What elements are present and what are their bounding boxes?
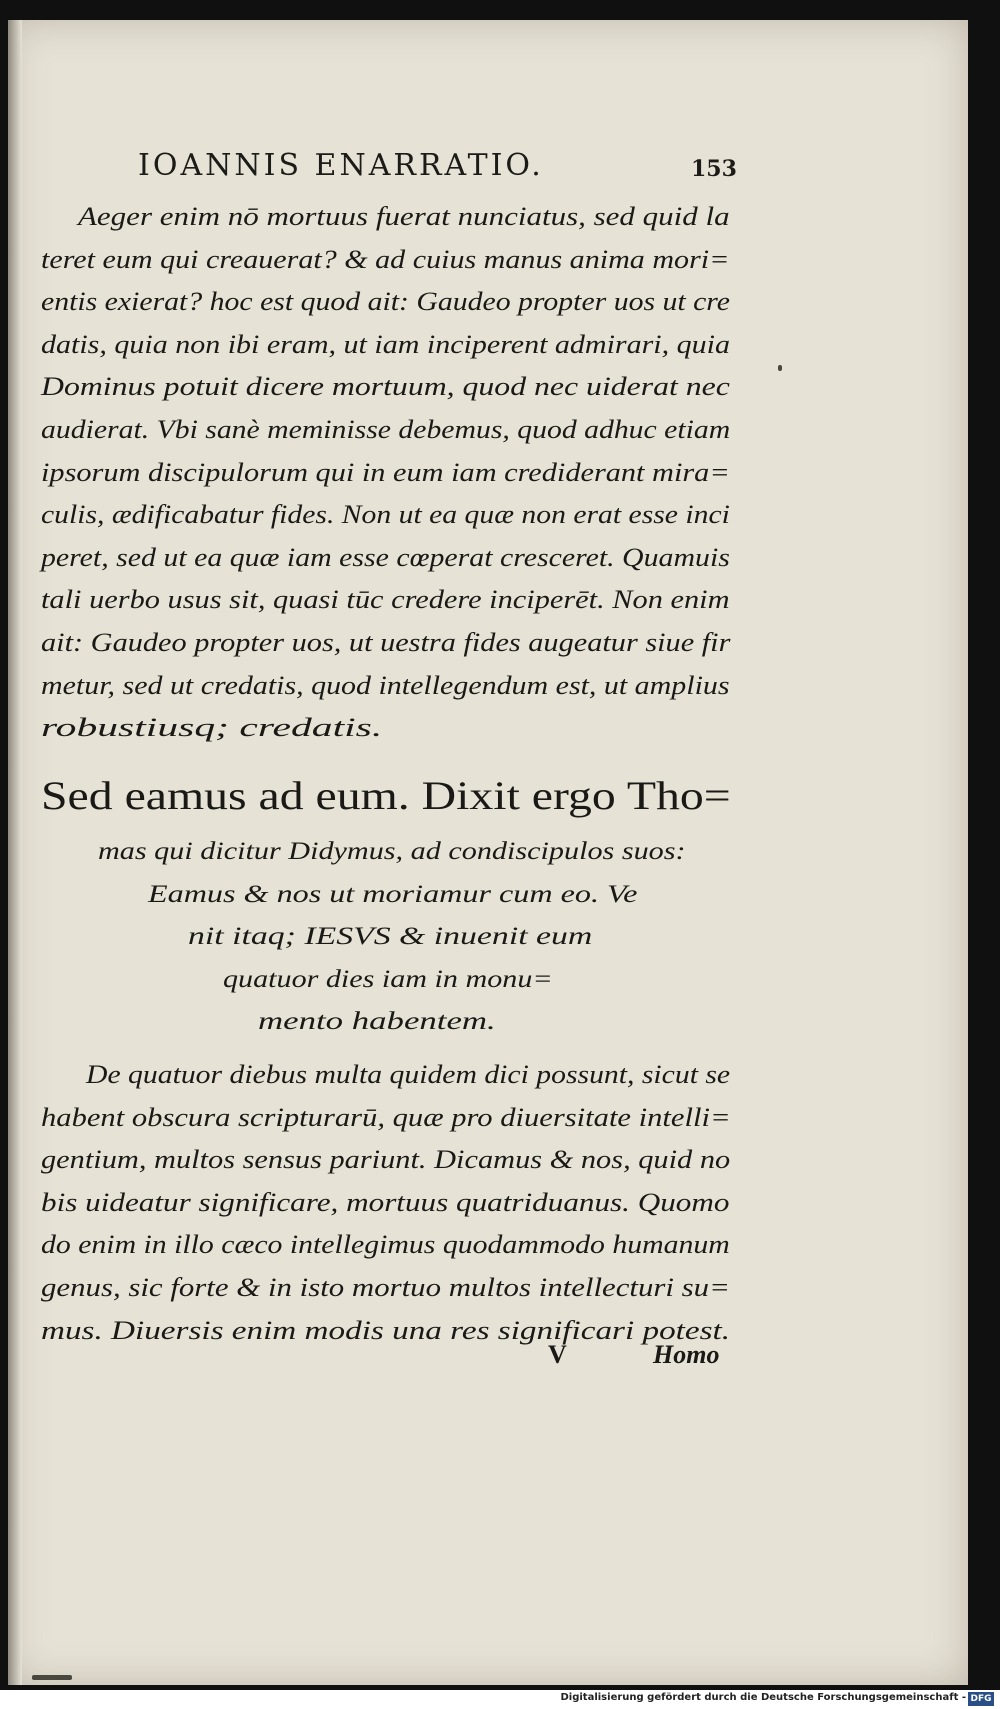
commentary-line: De quatuor diebus multa quidem dici possunt, sicut se bbox=[86, 1060, 731, 1089]
catchword: Homo bbox=[653, 1340, 720, 1369]
signature-mark: V bbox=[548, 1340, 567, 1369]
lemma-line: mas qui dicitur Didymus, ad condiscipulos suos: bbox=[98, 838, 686, 865]
commentary-line: tali uerbo usus sit, quasi tūc credere inciperēt. Non enim bbox=[41, 585, 730, 615]
commentary-line: metur, sed ut credatis, quod intellegendum est, ut amplius bbox=[41, 670, 730, 700]
footer-bar bbox=[0, 1690, 1000, 1709]
commentary-line: entis exierat? hoc est quod ait: Gaudeo propter uos ut cre bbox=[41, 287, 731, 317]
commentary-line: teret eum qui creauerat? & ad cuius manus anima mori= bbox=[41, 244, 730, 274]
commentary-line: ipsorum discipulorum qui in eum iam crediderant mira= bbox=[41, 457, 730, 487]
lemma-line: nit itaq; IESVS & inuenit eum bbox=[188, 923, 593, 950]
lemma-line: mento habentem. bbox=[258, 1008, 496, 1035]
commentary-line: culis, ædificabatur fides. Non ut ea quæ non erat esse inci bbox=[41, 500, 730, 530]
commentary-line: bis uideatur significare, mortuus quatriduanus. Quomo bbox=[41, 1187, 730, 1217]
commentary-line: ait: Gaudeo propter uos, ut uestra fides augeatur siue fir bbox=[41, 628, 731, 657]
ink-fleck bbox=[778, 365, 782, 371]
folio-number: 153 bbox=[691, 156, 737, 182]
commentary-line: Dominus potuit dicere mortuum, quod nec uiderat nec bbox=[41, 372, 730, 402]
commentary-line: genus, sic forte & in isto mortuo multos intellecturi su= bbox=[41, 1273, 730, 1302]
commentary-line: datis, quia non ibi eram, ut iam inciperent admirari, quia bbox=[41, 329, 730, 359]
commentary-line: Aeger enim nō mortuus fuerat nunciatus, sed quid la bbox=[78, 202, 730, 231]
lemma-heading-line: Sed eamus ad eum. Dixit ergo Tho= bbox=[41, 773, 731, 818]
book-page bbox=[8, 20, 968, 1685]
commentary-line: mus. Diuersis enim modis una res significari potest. bbox=[41, 1315, 731, 1345]
commentary-line: gentium, multos sensus pariunt. Dicamus & nos, quid no bbox=[41, 1145, 731, 1175]
lemma-line: Eamus & nos ut moriamur cum eo. Ve bbox=[148, 880, 638, 908]
funding-credit: Digitalisierung gefördert durch die Deutsche Forschungsgemeinschaft - bbox=[560, 1692, 966, 1703]
commentary-line: peret, sed ut ea quæ iam esse cœperat cresceret. Quamuis bbox=[41, 542, 730, 572]
lemma-line: quatuor dies iam in monu= bbox=[223, 965, 553, 993]
commentary-line: robustiusq; credatis. bbox=[41, 713, 383, 743]
running-head: IOANNIS ENARRATIO. bbox=[138, 148, 544, 183]
page-edge-mark bbox=[32, 1675, 72, 1680]
commentary-line: audierat. Vbi sanè meminisse debemus, quod adhuc etiam bbox=[41, 415, 731, 444]
dfg-logo-icon: DFG bbox=[968, 1692, 994, 1706]
commentary-line: habent obscura scripturarū, quæ pro diuersitate intelli= bbox=[41, 1102, 731, 1132]
commentary-line: do enim in illo cæco intellegimus quodammodo humanum bbox=[41, 1230, 730, 1260]
